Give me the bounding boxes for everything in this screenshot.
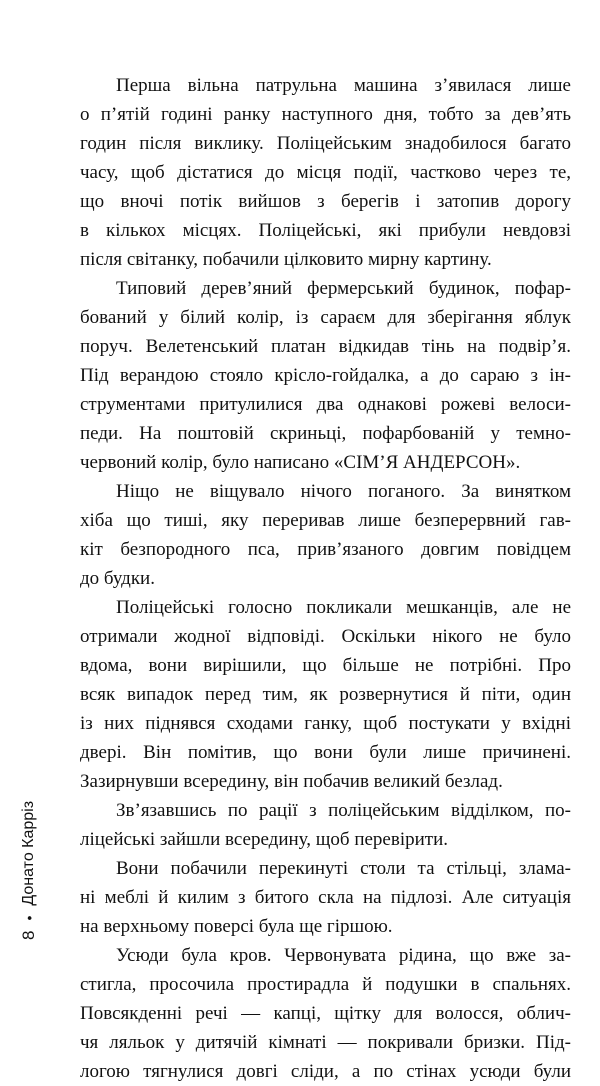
text-line: о п’ятій годині ранку наступного дня, тобто за дев’ять <box>80 104 571 125</box>
text-line: Типовий дерев’яний фермерський будинок, пофар- <box>116 278 571 299</box>
text-line: в кількох місцях. Поліцейські, які прибули невдовзі <box>80 220 571 241</box>
text-line: бований у білий колір, із сараєм для зберігання яблук <box>80 307 571 328</box>
text-line: із них піднявся сходами ганку, щоб постукати у вхідні <box>80 713 571 734</box>
text-line: ні меблі й килим з битого скла на підлозі. Але ситуація <box>80 887 571 908</box>
body-text <box>80 71 571 1086</box>
text-line: ліцейські зайшли всередину, щоб перевірити. <box>80 829 448 850</box>
text-line: струментами притулилися два однакові рожеві велоси- <box>80 394 571 415</box>
text-line: Повсякденні речі — капці, щітку для волосся, облич- <box>80 1003 571 1024</box>
text-line: педи. На поштовій скриньці, пофарбованій у темно- <box>80 423 571 444</box>
paragraph-1 <box>80 71 571 274</box>
text-line: логою тягнулися довгі сліди, а по стінах усюди були <box>80 1061 571 1082</box>
text-line: всяк випадок перед тим, як розвернутися й піти, один <box>80 684 571 705</box>
paragraph-3 <box>80 477 571 593</box>
paragraph-4 <box>80 593 571 796</box>
text-line: хіба що тиші, яку переривав лише безперервний гав- <box>80 510 571 531</box>
author-name: Донато Карріз <box>20 800 37 906</box>
running-head <box>14 600 44 940</box>
text-line: Усюди була кров. Червонувата рідина, що вже за- <box>116 945 571 966</box>
text-line: до будки. <box>80 568 155 589</box>
text-line: вдома, вони вирішили, що більше не потрібні. Про <box>80 655 571 676</box>
paragraph-6 <box>80 854 571 941</box>
text-line: Перша вільна патрульна машина з’явилася лише <box>116 75 571 96</box>
text-line: двері. Він помітив, що вони були лише причинені. <box>80 742 571 763</box>
text-line: на верхньому поверсі була ще гіршою. <box>80 916 393 937</box>
text-line: Поліцейські голосно покликали мешканців, але не <box>116 597 571 618</box>
text-line: чя ляльок у дитячій кімнаті — покривали бризки. Під- <box>80 1032 571 1053</box>
text-line: Ніщо не віщувало нічого поганого. За винятком <box>116 481 571 502</box>
text-line: Вони побачили перекинуті столи та стільці, злама- <box>116 858 571 879</box>
text-line: Зв’язавшись по рації з поліцейським відділком, по- <box>116 800 571 821</box>
text-line: поруч. Велетенський платан відкидав тінь на подвір’я. <box>80 336 571 357</box>
paragraph-2 <box>80 274 571 477</box>
text-line: кіт безпородного пса, прив’язаного довгим повідцем <box>80 539 571 560</box>
bullet-separator: • <box>21 915 37 921</box>
page-number: 8 <box>19 930 38 940</box>
text-line: отримали жодної відповіді. Оскільки нікого не було <box>80 626 571 647</box>
text-line: Зазирнувши всередину, він побачив великий безлад. <box>80 771 503 792</box>
text-line: червоний колір, було написано «СІМ’Я АНДЕРСОН». <box>80 452 521 473</box>
paragraph-7 <box>80 941 571 1086</box>
text-line: Під верандою стояло крісло-гойдалка, а до сараю з ін- <box>80 365 571 386</box>
text-line: годин після виклику. Поліцейським знадобилося багато <box>80 133 571 154</box>
paragraph-5 <box>80 796 571 854</box>
running-head-text <box>14 600 44 940</box>
text-line: часу, щоб дістатися до місця події, частково через те, <box>80 162 571 183</box>
text-line: стигла, просочила простирадла й подушки в спальнях. <box>80 974 571 995</box>
text-line: що вночі потік вийшов з берегів і затопив дорогу <box>80 191 571 212</box>
text-line: після світанку, побачили цілковито мирну картину. <box>80 249 492 270</box>
